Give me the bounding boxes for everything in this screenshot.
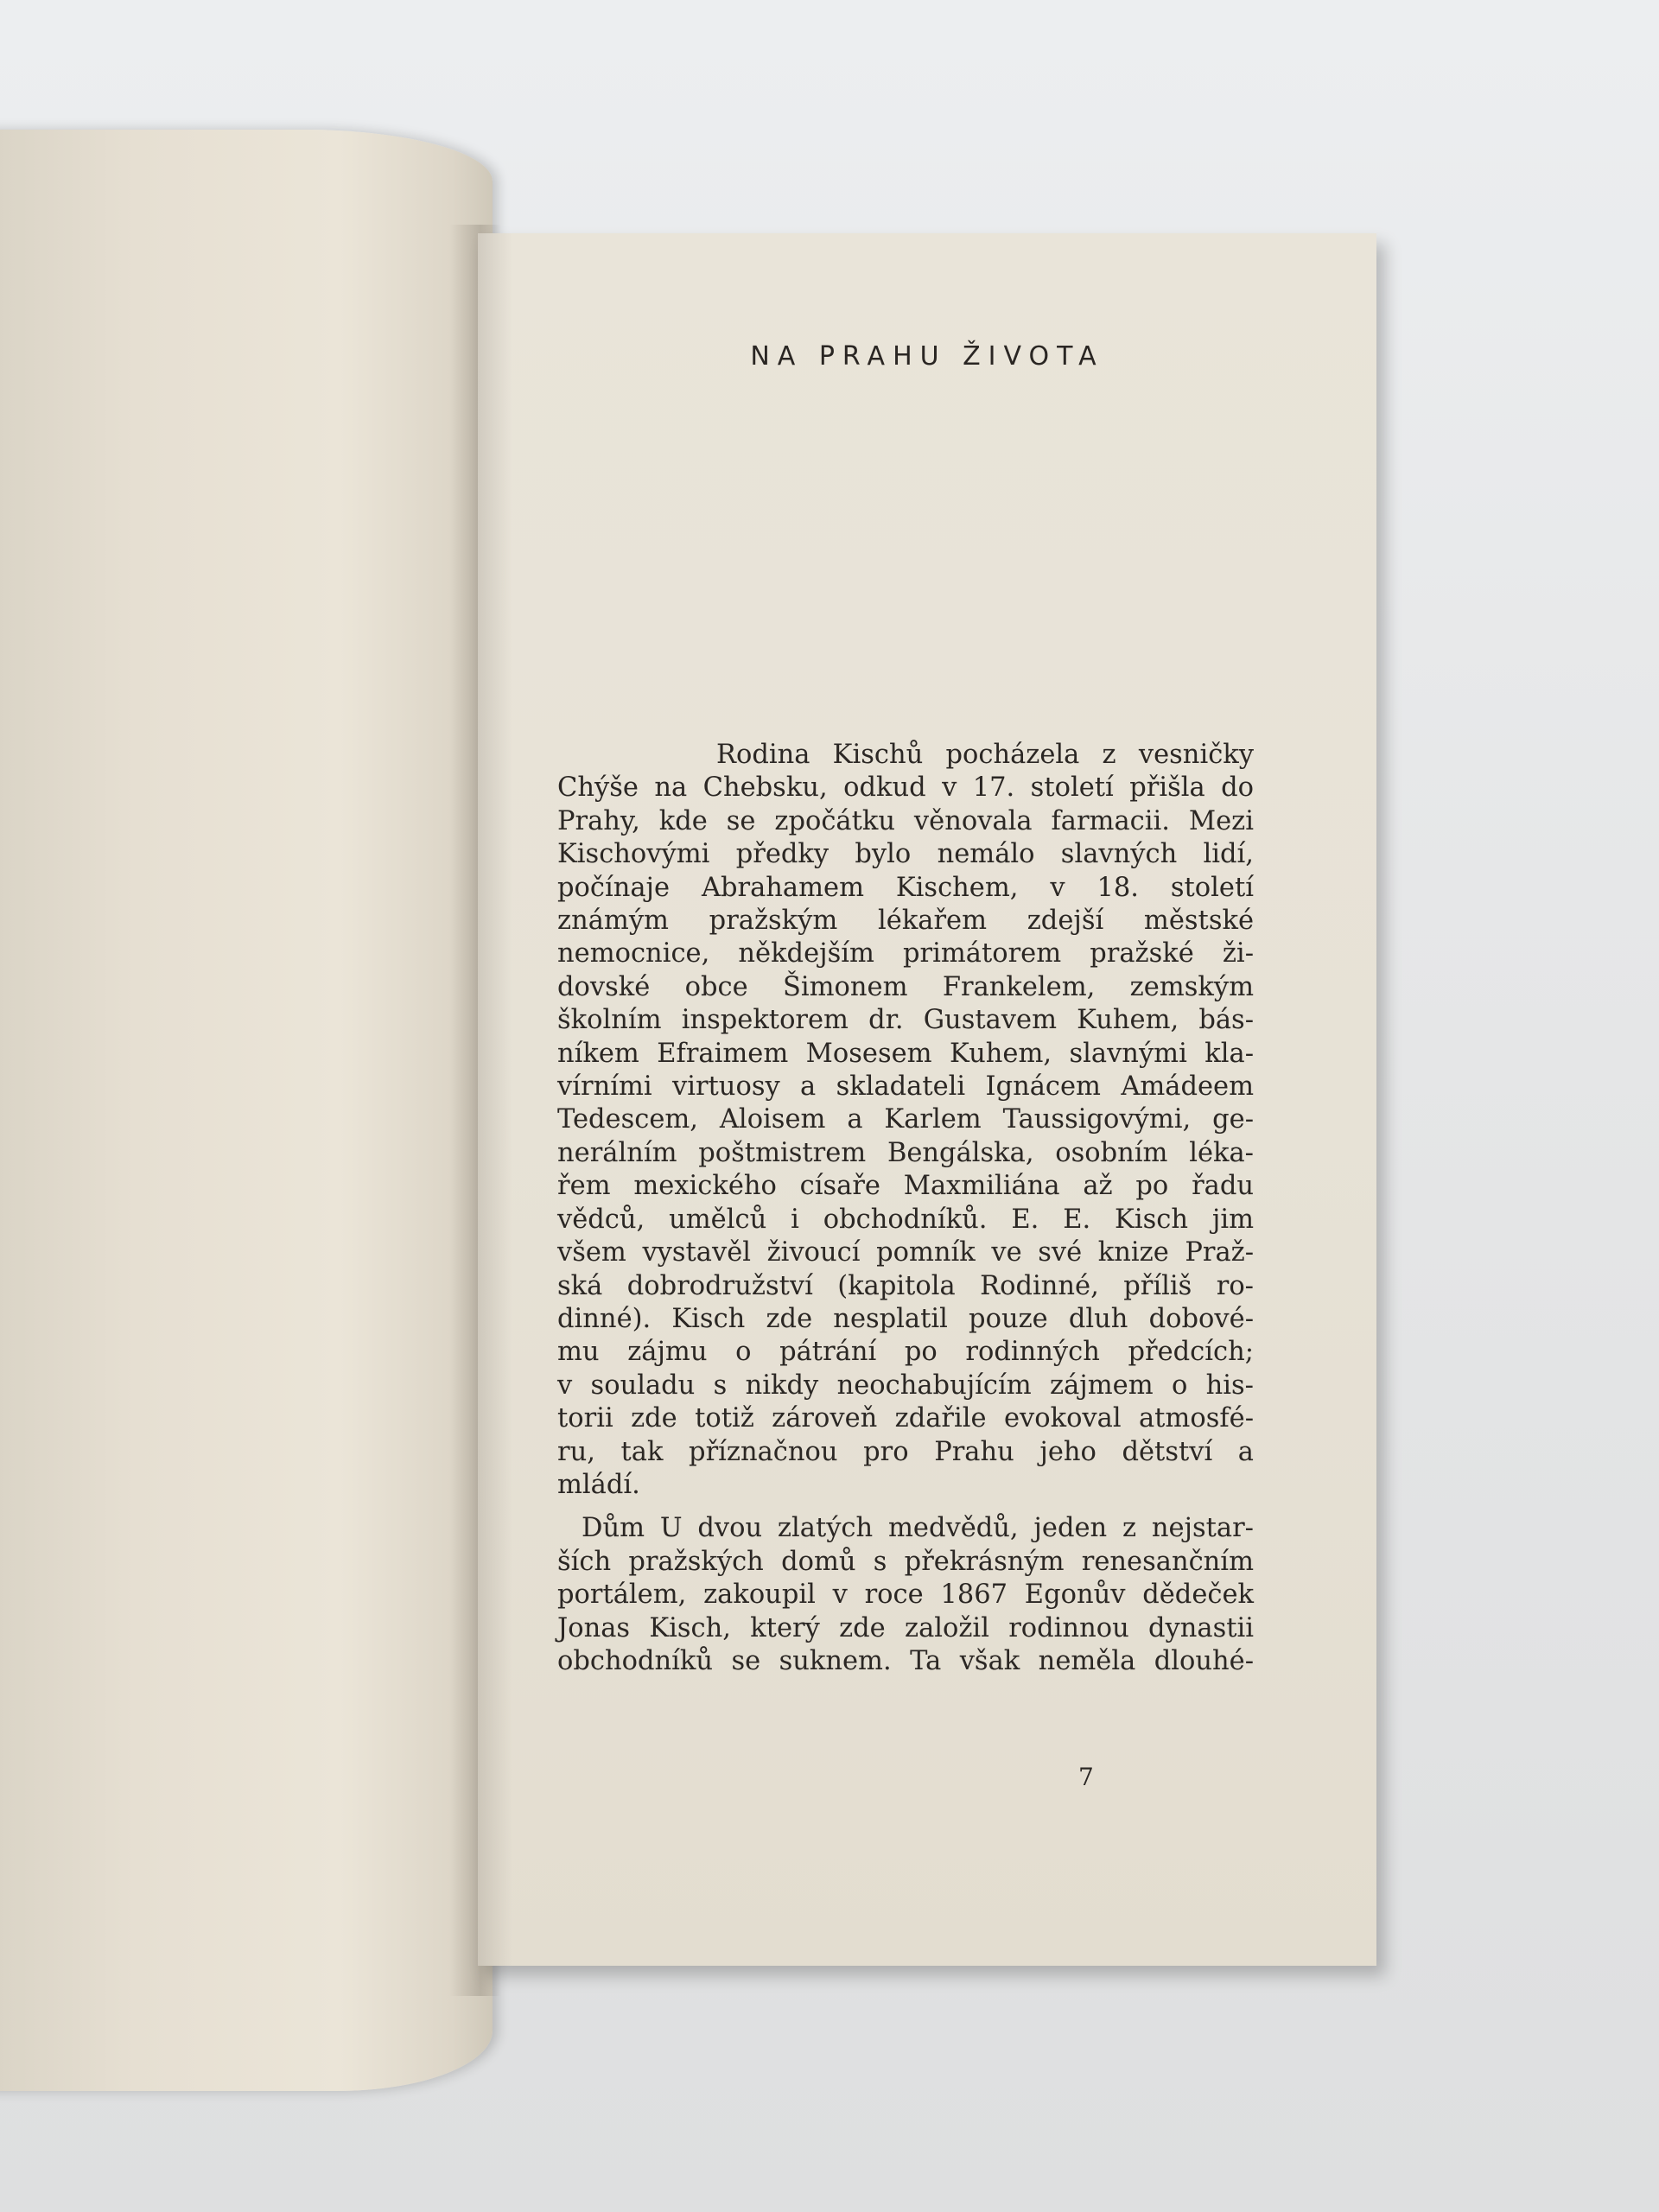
text-line: Rodina Kischů pocházela z vesničky [716, 740, 1254, 770]
text-line: mu zájmu o pátrání po rodinných předcích; [557, 1337, 1254, 1368]
text-line: mládí. [557, 1469, 640, 1500]
paragraph-gap [557, 1502, 1254, 1512]
text-line: školním inspektorem dr. Gustavem Kuhem, bás- [557, 1005, 1254, 1036]
text-line: vírními virtuosy a skladateli Ignácem Amádeem [557, 1071, 1254, 1103]
text-line: známým pražským lékařem zdejší městské [557, 906, 1254, 937]
text-line: ru, tak příznačnou pro Prahu jeho dětství a [557, 1436, 1254, 1467]
text-line: Jonas Kisch, který zde založil rodinnou dynastii [557, 1612, 1254, 1643]
text-line: řem mexického císaře Maxmiliána až po řadu [557, 1171, 1254, 1202]
text-line: nemocnice, někdejším primátorem pražské ži- [557, 938, 1254, 969]
text-line: ská dobrodružství (kapitola Rodinné, příliš ro- [557, 1270, 1254, 1301]
text-line: všem vystavěl živoucí pomník ve své knize Praž- [557, 1237, 1254, 1268]
left-page [0, 130, 493, 2091]
text-line: dinné). Kisch zde nesplatil pouze dluh dobové- [557, 1303, 1254, 1334]
text-line: níkem Efraimem Mosesem Kuhem, slavnými kla- [557, 1038, 1254, 1069]
text-line: obchodníků se suknem. Ta však neměla dlouhé- [557, 1645, 1254, 1676]
text-line: portálem, zakoupil v roce 1867 Egonův dědeček [557, 1580, 1254, 1611]
text-line: počínaje Abrahamem Kischem, v 18. století [557, 872, 1254, 903]
text-line: Dům U dvou zlatých medvědů, jeden z nejstar- [582, 1513, 1254, 1544]
page-number: 7 [1078, 1763, 1094, 1791]
text-line: Prahy, kde se zpočátku věnovala farmacii. Mezi [557, 805, 1254, 836]
running-header: NA PRAHU ŽIVOTA [750, 341, 1104, 372]
text-line: Kischovými předky bylo nemálo slavných lidí, [557, 839, 1254, 870]
text-line: vědců, umělců i obchodníků. E. E. Kisch jim [557, 1204, 1254, 1235]
text-line: torii zde totiž zároveň zdařile evokoval atmosfé- [557, 1403, 1254, 1434]
text-line: v souladu s nikdy neochabujícím zájmem o his- [557, 1370, 1254, 1401]
right-page [478, 233, 1376, 1966]
text-line: nerálním poštmistrem Bengálska, osobním léka- [557, 1137, 1254, 1168]
text-line: Chýše na Chebsku, odkud v 17. století přišla do [557, 772, 1254, 804]
text-line: ších pražských domů s překrásným renesančním [557, 1546, 1254, 1577]
body-text [557, 739, 1254, 1678]
text-line: dovské obce Šimonem Frankelem, zemským [557, 971, 1254, 1002]
text-line: Tedescem, Aloisem a Karlem Taussigovými, ge- [557, 1104, 1254, 1135]
